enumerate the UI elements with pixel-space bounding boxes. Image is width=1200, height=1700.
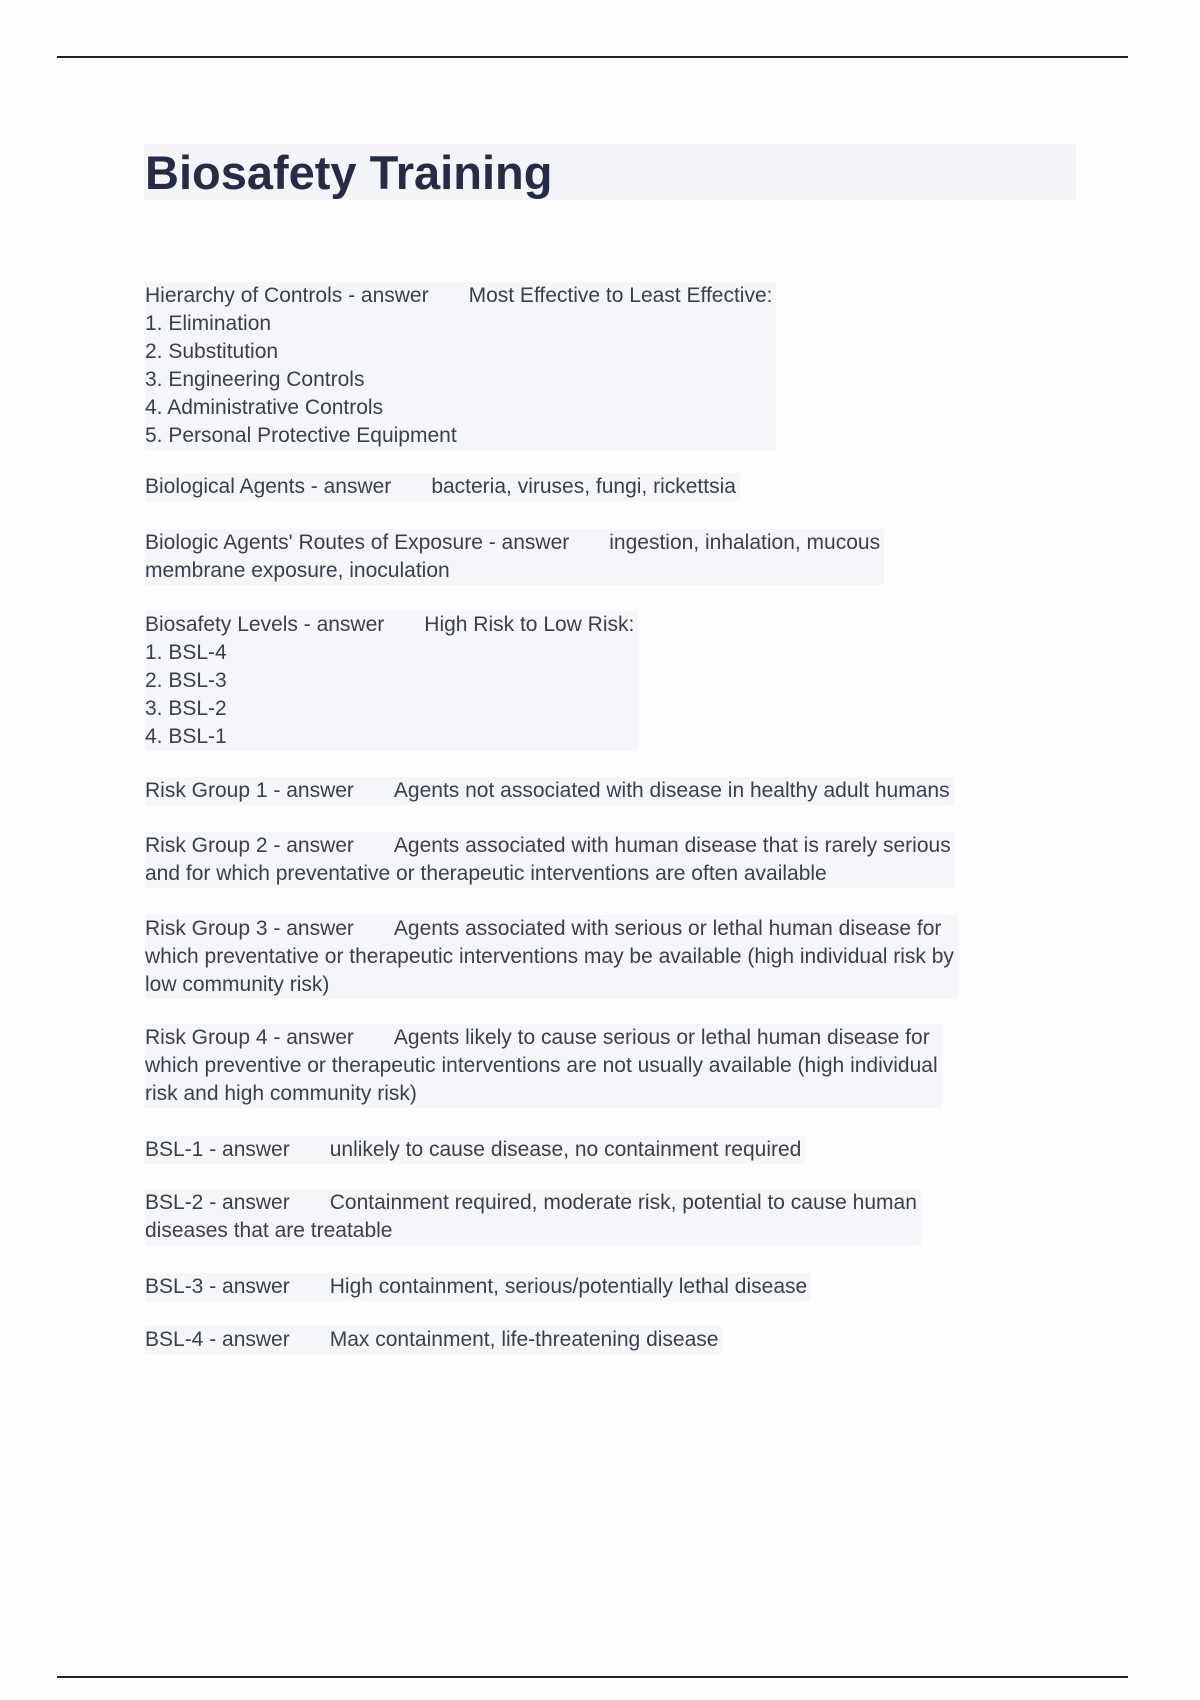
top-rule	[57, 56, 1128, 58]
term: Biologic Agents' Routes of Exposure - answer	[145, 531, 570, 554]
flashcard-item	[145, 1189, 921, 1245]
flashcard-item	[145, 1273, 811, 1301]
answer: ingestion, inhalation, mucous membrane exposure, inoculation	[145, 531, 881, 582]
page-title: Biosafety Training	[145, 146, 553, 199]
flashcard-item	[145, 473, 740, 501]
answer: Max containment, life-threatening disease	[329, 1328, 719, 1351]
answer: High containment, serious/potentially lethal disease	[329, 1275, 808, 1298]
term: Hierarchy of Controls - answer	[145, 284, 429, 307]
term: BSL-1 - answer	[145, 1138, 290, 1161]
term: Risk Group 2 - answer	[145, 834, 354, 857]
term: Risk Group 3 - answer	[145, 917, 354, 940]
answer: Agents not associated with disease in healthy adult humans	[393, 779, 950, 802]
answer: Most Effective to Least Effective: 1. Elimination 2. Substitution 3. Engineering Controls 4. Administrative Controls 5. Personal Protective Equipment	[145, 284, 773, 447]
flashcard-item	[145, 1326, 722, 1354]
bottom-rule	[57, 1676, 1128, 1678]
term: Biosafety Levels - answer	[145, 613, 385, 636]
flashcard-item	[145, 611, 638, 751]
term: BSL-4 - answer	[145, 1328, 290, 1351]
term: Risk Group 1 - answer	[145, 779, 354, 802]
flashcard-item	[145, 1136, 805, 1164]
answer: Agents associated with serious or lethal human disease for which preventative or therapeutic interventions may be available (high individual risk by low community risk)	[145, 917, 954, 996]
term: BSL-2 - answer	[145, 1191, 290, 1214]
term: BSL-3 - answer	[145, 1275, 290, 1298]
flashcard-item	[145, 832, 955, 888]
flashcard-item	[145, 915, 958, 999]
flashcard-item	[145, 777, 954, 805]
answer: Containment required, moderate risk, potential to cause human diseases that are treatable	[145, 1191, 917, 1242]
answer: bacteria, viruses, fungi, rickettsia	[431, 475, 736, 498]
flashcard-item	[145, 529, 884, 585]
term: Biological Agents - answer	[145, 475, 392, 498]
answer: Agents likely to cause serious or lethal human disease for which preventive or therapeutic interventions are not usually available (high individual risk and high community risk)	[145, 1026, 938, 1105]
answer: High Risk to Low Risk: 1. BSL-4 2. BSL-3 3. BSL-2 4. BSL-1	[145, 613, 635, 748]
flashcard-item	[145, 1024, 942, 1108]
answer: unlikely to cause disease, no containment required	[329, 1138, 802, 1161]
flashcard-item	[145, 282, 776, 450]
term: Risk Group 4 - answer	[145, 1026, 354, 1049]
answer: Agents associated with human disease that is rarely serious and for which preventative or therapeutic interventions are often available	[145, 834, 951, 885]
